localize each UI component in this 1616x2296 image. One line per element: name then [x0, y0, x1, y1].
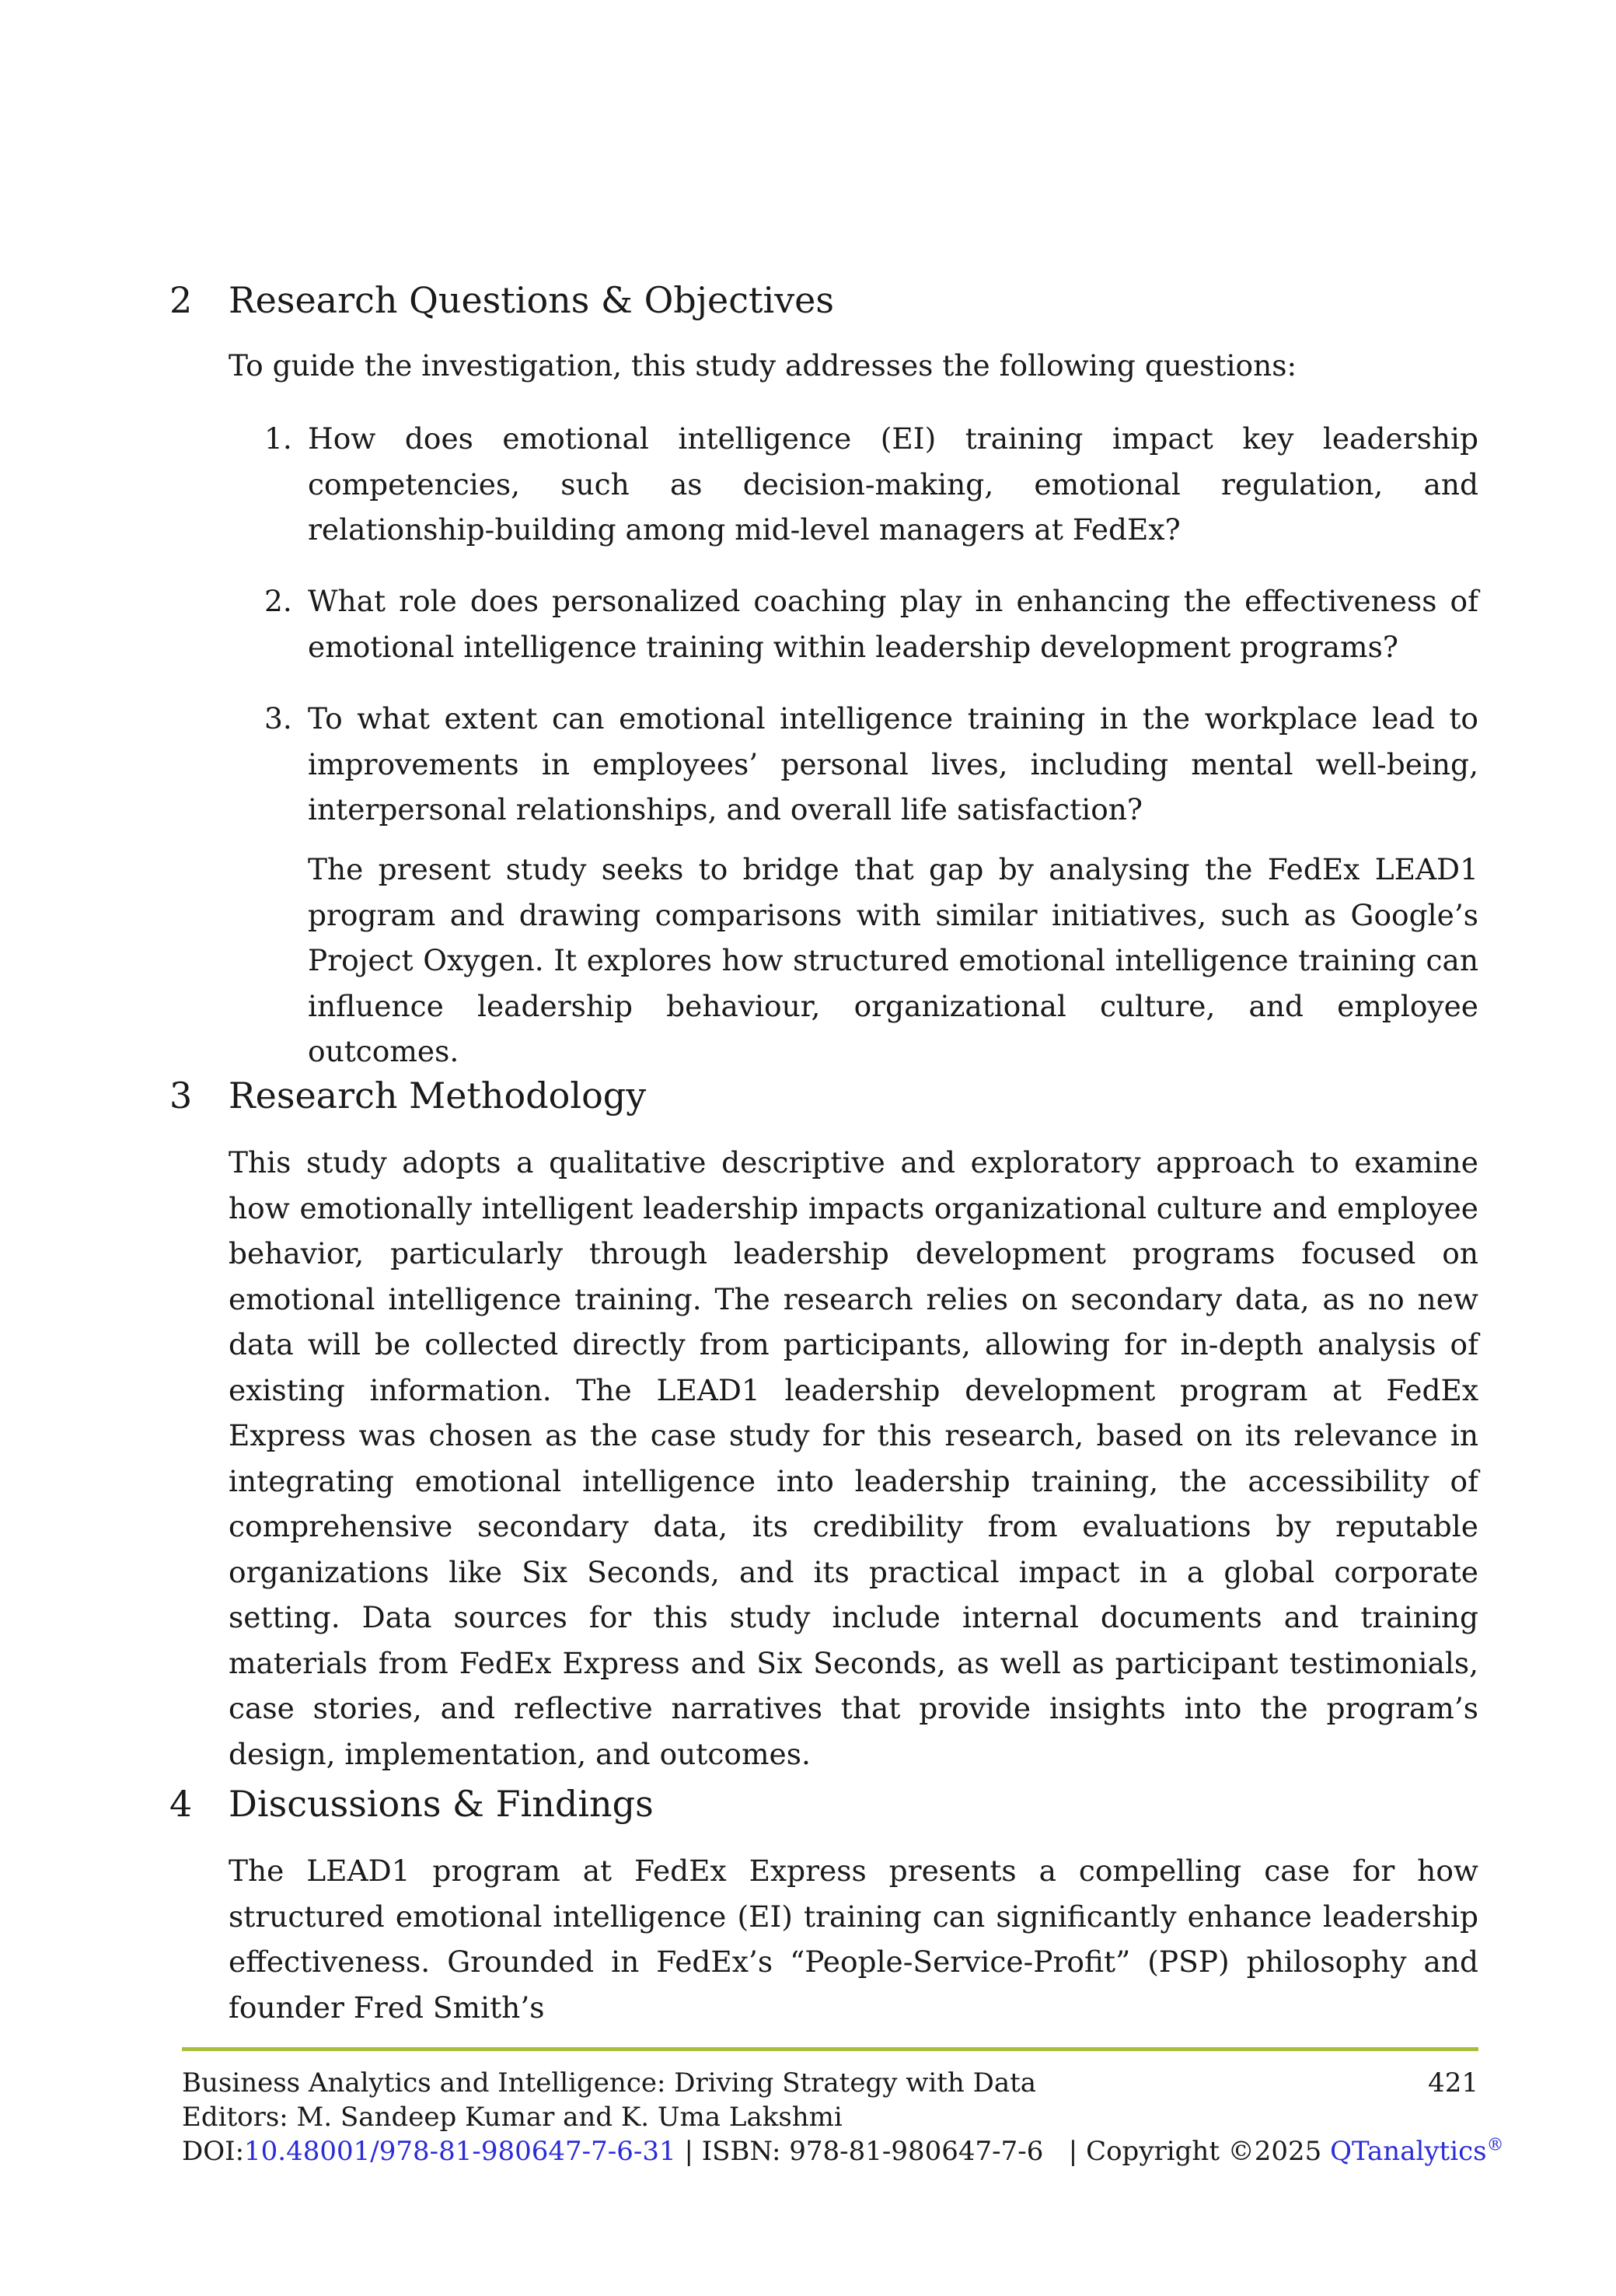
methodology-paragraph: This study adopts a qualitative descriptive and exploratory approach to examine how emotionally intelligent leadership impacts organizational culture and employee behavior, particularly through leadership development programs focused on emotional intelligence training. The research relies on secondary data, as no new data will be collected directly from participants, allowing for in-depth analysis of existing information. The LEAD1 leadership development program at FedEx Express was chosen as the case study for this research, based on its relevance in integrating emotional intelligence into leadership training, the accessibility of comprehensive secondary data, its credibility from evaluations by reputable organizations like Six Seconds, and its practical impact in a global corporate setting. Data sources for this study include internal documents and training materials from FedEx Express and Six Seconds, as well as participant testimonials, case stories, and reflective narratives that provide insights into the program’s design, implementation, and outcomes.	[229, 1145, 1478, 1771]
section-intro: To guide the investigation, this study addresses the following questions:	[229, 348, 1297, 383]
footer-line-3	[182, 2134, 1504, 2168]
editors: Editors: M. Sandeep Kumar and K. Uma Lakshmi	[182, 2102, 843, 2133]
section-number: 4	[169, 1783, 193, 1825]
list-marker: 2.	[264, 584, 292, 618]
section-number: 3	[169, 1075, 193, 1117]
section-title: Discussions & Findings	[229, 1783, 654, 1825]
section-number: 2	[169, 279, 193, 321]
isbn-copyright: | ISBN: 978-81-980647-7-6 | Copyright ©2025	[675, 2136, 1331, 2167]
page-number: 421	[1428, 2067, 1478, 2099]
book-title: Business Analytics and Intelligence: Driving Strategy with Data	[182, 2067, 1037, 2099]
question-text: To what extent can emotional intelligence training in the workplace lead to improvements in employees’ personal lives, including mental well-being, interpersonal relationships, and overall life satisfaction?	[308, 701, 1478, 826]
doi-link[interactable]: 10.48001/978-81-980647-7-6-31	[244, 2136, 676, 2167]
findings-paragraph: The LEAD1 program at FedEx Express presents a compelling case for how structured emotional intelligence (EI) training can significantly enhance leadership effectiveness. Grounded in FedEx’s “People-Service-Profit” (PSP) philosophy and founder Fred Smith’s	[229, 1854, 1478, 2025]
publisher-link[interactable]: QTanalytics	[1330, 2136, 1487, 2167]
registered-mark: ®	[1486, 2135, 1504, 2155]
question-text: How does emotional intelligence (EI) training impact key leadership competencies, such as decision-making, emotional regulation, and relationship-building among mid-level managers at FedEx?	[308, 421, 1478, 547]
closing-paragraph: The present study seeks to bridge that gap by analysing the FedEx LEAD1 program and drawing comparisons with similar initiatives, such as Google’s Project Oxygen. It explores how structured emotional intelligence training can influence leadership behaviour, organizational culture, and employee outcomes.	[308, 852, 1478, 1068]
doi-label: DOI:	[182, 2136, 245, 2167]
footer-line-2	[182, 2100, 1478, 2134]
list-marker: 3.	[264, 701, 292, 736]
footer-divider	[182, 2047, 1478, 2051]
footer-line-1	[182, 2066, 1478, 2100]
question-text: What role does personalized coaching play in enhancing the effectiveness of emotional intelligence training within leadership development programs?	[308, 584, 1478, 664]
list-marker: 1.	[264, 421, 292, 456]
section-title: Research Questions & Objectives	[229, 279, 835, 321]
section-title: Research Methodology	[229, 1075, 647, 1117]
